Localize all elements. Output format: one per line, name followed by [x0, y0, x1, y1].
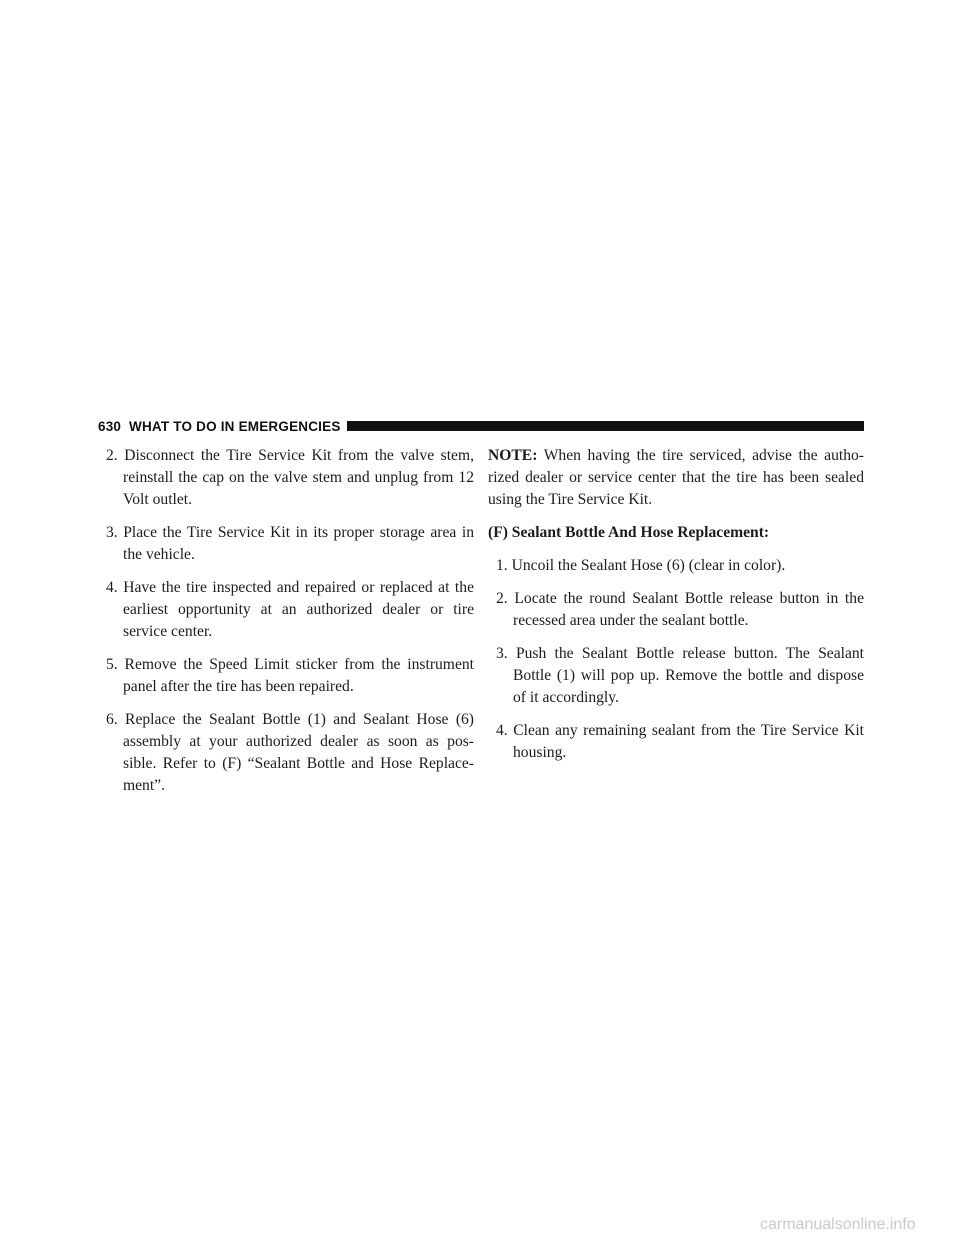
- section-subheading: (F) Sealant Bottle And Hose Replacement:: [488, 524, 770, 541]
- left-column: [98, 445, 474, 808]
- list-item: 5. Remove the Speed Limit sticker from the instrument panel after the tire has been repaired.: [106, 656, 474, 695]
- right-column: [488, 445, 864, 775]
- list-item: 3. Place the Tire Service Kit in its proper storage area in the vehicle.: [106, 524, 474, 563]
- header-rule: [347, 421, 864, 431]
- page-header: [98, 416, 864, 436]
- watermark: carmanualsonline.info: [760, 1216, 916, 1233]
- page-number: 630: [98, 418, 122, 434]
- note-label: NOTE:: [488, 447, 538, 464]
- list-item: 2. Locate the round Sealant Bottle release button in the recessed area under the sealant bottle.: [496, 590, 864, 629]
- note-text: When having the tire serviced, advise the autho- rized dealer or service center that the tire has been sealed using the Tire Service Kit.: [488, 447, 864, 508]
- list-item: 1. Uncoil the Sealant Hose (6) (clear in color).: [496, 557, 786, 574]
- header-text: [98, 419, 347, 434]
- note-paragraph: [488, 445, 864, 511]
- list-item: 4. Clean any remaining sealant from the Tire Service Kit housing.: [496, 722, 864, 761]
- section-title: WHAT TO DO IN EMERGENCIES: [129, 418, 341, 434]
- list-item: 3. Push the Sealant Bottle release button. The Sealant Bottle (1) will pop up. Remove the bottle and dispose of it accordingly.: [496, 645, 864, 706]
- list-item: 2. Disconnect the Tire Service Kit from the valve stem, reinstall the cap on the valve stem and unplug from 12 Volt outlet.: [106, 447, 474, 508]
- list-item: 6. Replace the Sealant Bottle (1) and Sealant Hose (6) assembly at your authorized dealer as soon as pos- sible. Refer to (F) “Sealant Bottle and Hose Replace- ment”.: [106, 711, 474, 794]
- list-item: 4. Have the tire inspected and repaired or replaced at the earliest opportunity at an authorized dealer or tire service center.: [106, 579, 474, 640]
